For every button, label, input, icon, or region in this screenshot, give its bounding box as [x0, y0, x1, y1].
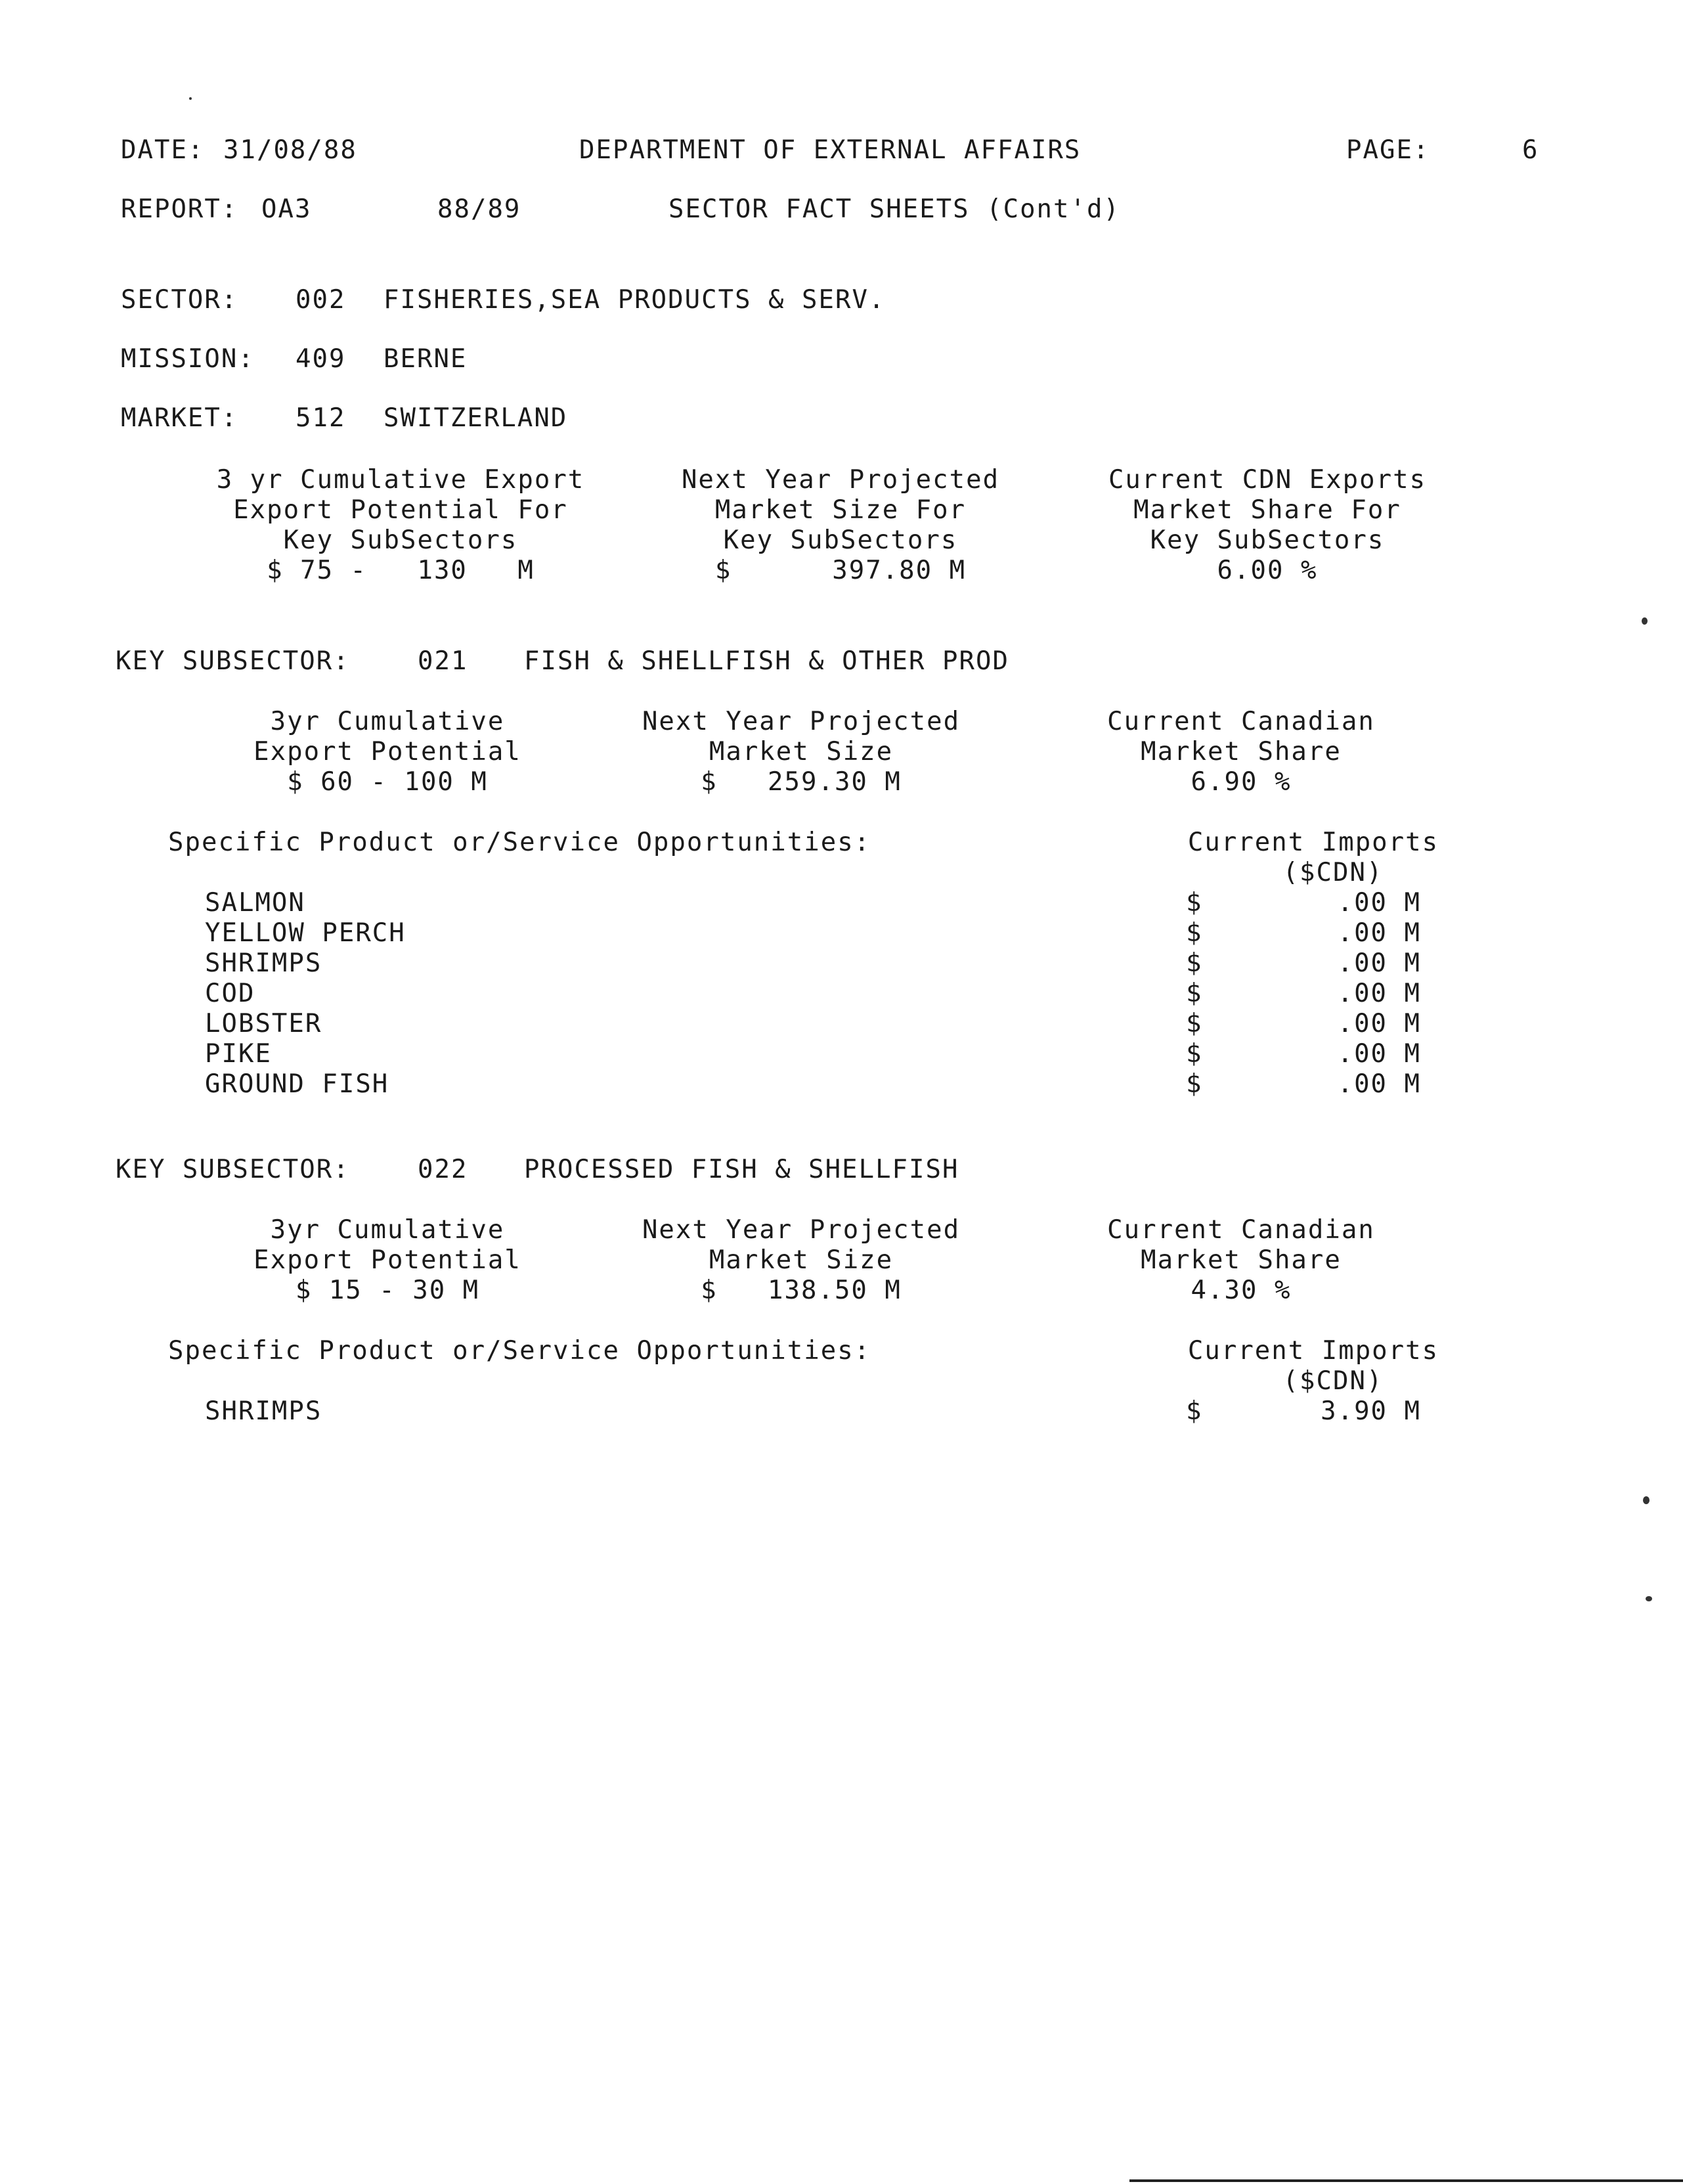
market-name: SWITZERLAND — [383, 403, 568, 433]
product-currency: $ — [1186, 1396, 1203, 1426]
product-import-value: .00 M — [1337, 979, 1421, 1008]
subsector-col3-value: 6.90 % — [1191, 767, 1292, 797]
product-import-value: .00 M — [1337, 1009, 1421, 1038]
subsector-col1-line1: 3yr Cumulative — [270, 707, 505, 736]
report-year: 88/89 — [437, 194, 521, 224]
product-currency: $ — [1186, 888, 1203, 918]
sector-label: SECTOR: — [121, 285, 238, 315]
product-name: SHRIMPS — [205, 1396, 322, 1426]
product-name: LOBSTER — [205, 1009, 322, 1038]
subsector-col3-line1: Current Canadian — [1107, 1215, 1375, 1245]
product-currency: $ — [1186, 918, 1203, 948]
summary-col3-line3: Key SubSectors — [1150, 525, 1385, 555]
imports-unit: ($CDN) — [1282, 1366, 1384, 1396]
subsector-label: KEY SUBSECTOR: — [116, 1155, 350, 1184]
subsector-col1-line2: Export Potential — [253, 1245, 521, 1275]
subsector-col1-line1: 3yr Cumulative — [270, 1215, 505, 1245]
scan-speck — [189, 97, 192, 100]
subsector-name: FISH & SHELLFISH & OTHER PROD — [524, 646, 1009, 676]
date-value: 31/08/88 — [223, 135, 357, 165]
product-import-value: .00 M — [1337, 1039, 1421, 1069]
product-import-value: .00 M — [1337, 888, 1421, 918]
summary-col2-line3: Key SubSectors — [723, 525, 958, 555]
imports-unit: ($CDN) — [1282, 858, 1384, 887]
opportunities-label: Specific Product or/Service Opportunities: — [168, 1336, 871, 1366]
subsector-name: PROCESSED FISH & SHELLFISH — [524, 1155, 959, 1184]
subsector-col2-line1: Next Year Projected — [642, 707, 961, 736]
summary-col3-line1: Current CDN Exports — [1108, 465, 1427, 495]
product-currency: $ — [1186, 1039, 1203, 1069]
imports-label: Current Imports — [1187, 828, 1439, 857]
summary-col3-value: 6.00 % — [1217, 556, 1318, 585]
report-title: SECTOR FACT SHEETS (Cont'd) — [668, 194, 1120, 224]
product-name: YELLOW PERCH — [205, 918, 406, 948]
page-number: 6 — [1522, 135, 1539, 165]
product-currency: $ — [1186, 979, 1203, 1008]
summary-col1-line1: 3 yr Cumulative Export — [216, 465, 585, 495]
summary-col1-line2: Export Potential For — [233, 495, 568, 525]
department-title: DEPARTMENT OF EXTERNAL AFFAIRS — [579, 135, 1082, 165]
product-currency: $ — [1186, 1009, 1203, 1038]
opportunities-label: Specific Product or/Service Opportunities: — [168, 828, 871, 857]
subsector-col1-line2: Export Potential — [253, 737, 521, 767]
subsector-code: 021 — [418, 646, 468, 676]
product-name: SALMON — [205, 888, 305, 918]
bottom-edge-line — [1129, 2179, 1683, 2182]
subsector-col3-line2: Market Share — [1141, 1245, 1342, 1275]
product-import-value: .00 M — [1337, 1069, 1421, 1099]
date-label: DATE: — [121, 135, 205, 165]
mission-code: 409 — [295, 344, 346, 374]
sector-name: FISHERIES,SEA PRODUCTS & SERV. — [383, 285, 886, 315]
product-currency: $ — [1186, 948, 1203, 978]
subsector-col2-line1: Next Year Projected — [642, 1215, 961, 1245]
report-value: OA3 — [261, 194, 312, 224]
subsector-col2-value: $ 138.50 M — [701, 1276, 902, 1305]
product-name: GROUND FISH — [205, 1069, 389, 1099]
product-name: COD — [205, 979, 255, 1008]
summary-col2-line1: Next Year Projected — [681, 465, 1000, 495]
product-name: SHRIMPS — [205, 948, 322, 978]
market-code: 512 — [295, 403, 346, 433]
subsector-col2-line2: Market Size — [709, 737, 894, 767]
subsector-col3-value: 4.30 % — [1191, 1276, 1292, 1305]
product-import-value: .00 M — [1337, 918, 1421, 948]
market-label: MARKET: — [121, 403, 238, 433]
subsector-col3-line2: Market Share — [1141, 737, 1342, 767]
scan-speck — [1642, 617, 1648, 625]
subsector-col1-value: $ 60 - 100 M — [287, 767, 488, 797]
product-import-value: .00 M — [1337, 948, 1421, 978]
summary-col2-line2: Market Size For — [714, 495, 967, 525]
page-label: PAGE: — [1346, 135, 1430, 165]
summary-col3-line2: Market Share For — [1133, 495, 1401, 525]
subsector-col1-value: $ 15 - 30 M — [295, 1276, 480, 1305]
summary-col2-value: $ 397.80 M — [714, 556, 967, 585]
product-import-value: 3.90 M — [1321, 1396, 1421, 1426]
sector-code: 002 — [295, 285, 346, 315]
scan-speck — [1643, 1496, 1650, 1504]
summary-col1-value: $ 75 - 130 M — [267, 556, 535, 585]
report-label: REPORT: — [121, 194, 238, 224]
subsector-label: KEY SUBSECTOR: — [116, 646, 350, 676]
subsector-code: 022 — [418, 1155, 468, 1184]
scan-speck — [1646, 1596, 1652, 1601]
subsector-col2-line2: Market Size — [709, 1245, 894, 1275]
imports-label: Current Imports — [1187, 1336, 1439, 1366]
summary-col1-line3: Key SubSectors — [283, 525, 518, 555]
subsector-col2-value: $ 259.30 M — [701, 767, 902, 797]
mission-name: BERNE — [383, 344, 468, 374]
mission-label: MISSION: — [121, 344, 255, 374]
product-currency: $ — [1186, 1069, 1203, 1099]
subsector-col3-line1: Current Canadian — [1107, 707, 1375, 736]
product-name: PIKE — [205, 1039, 272, 1069]
